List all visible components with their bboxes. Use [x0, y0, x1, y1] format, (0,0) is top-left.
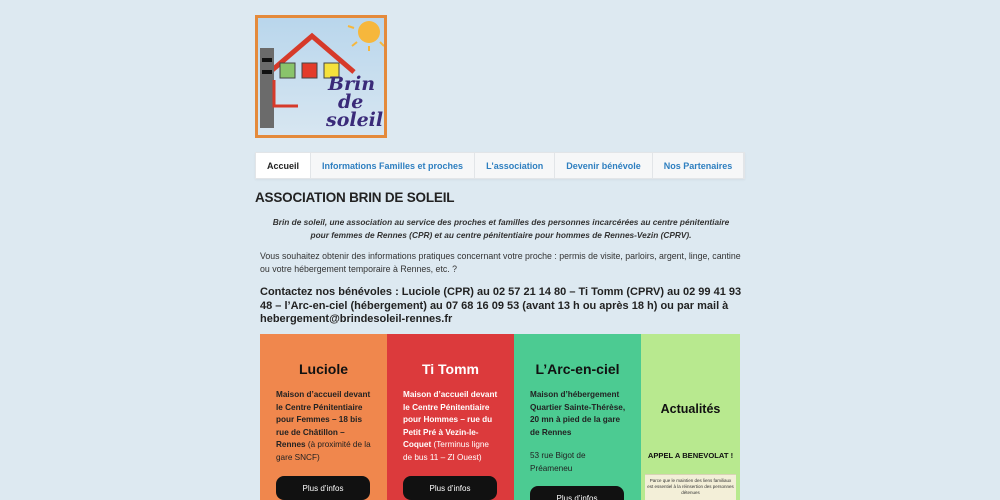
card-titomm-desc-main: Maison d’accueil devant le Centre Pénitentiaire pour Hommes – rue du Petit Pré à Vezin-le-Coquet [403, 390, 498, 450]
main-nav [255, 152, 745, 179]
card-luciole-desc [276, 389, 373, 465]
logo-text-soleil: soleil [326, 109, 384, 131]
page-title: ASSOCIATION BRIN DE SOLEIL [255, 190, 455, 205]
brin-de-soleil-logo[interactable] [255, 15, 387, 138]
card-titomm-title: Ti Tomm [421, 361, 480, 377]
nav-item-devenir-benevole[interactable]: Devenir bénévole [555, 153, 653, 178]
nav-item-accueil[interactable]: Accueil [256, 153, 311, 178]
card-arc-desc: Maison d’hébergement Quartier Sainte-Thérèse, 20 mn à pied de la gare de Rennes [530, 390, 626, 437]
luciole-more-info-button[interactable]: Plus d’infos [276, 476, 370, 500]
card-actualites [641, 334, 740, 500]
question-text: Vous souhaitez obtenir des informations pratiques concernant votre proche : permis de visite, parloirs, argent, linge, cantine ou votre hébergement temporaire à Rennes, etc. ? [260, 251, 741, 274]
actualites-title: Actualités [660, 402, 721, 416]
nav-item-association[interactable]: L'association [475, 153, 555, 178]
nav-item-partenaires[interactable]: Nos Partenaires [653, 153, 745, 178]
card-arc-title: L’Arc-en-ciel [535, 361, 620, 377]
logo-text-de: de [338, 91, 364, 113]
card-titomm-note: (Terminus ligne de bus 11 – ZI Ouest) [403, 440, 489, 462]
card-luciole-desc-main: Maison d’accueil devant le Centre Pénitentiaire pour Femmes – 18 bis rue de Châtillon – Rennes [276, 390, 371, 450]
page-container [255, 0, 745, 500]
nav-item-informations[interactable]: Informations Familles et proches [311, 153, 475, 178]
benevolat-poster[interactable]: Parce que le maintien des liens familiaux est essentiel à la réinsertion des personnes détenues [645, 474, 736, 500]
card-luciole-title: Luciole [298, 361, 348, 377]
titomm-more-info-button[interactable]: Plus d’infos [403, 476, 497, 500]
card-arc-address: 53 rue Bigot de Préameneu [530, 451, 586, 473]
intro-text: Brin de soleil, une association au service des proches et familles des personnes incarcérées au centre pénitentiaire pour femmes de Rennes (CPR) et au centre pénitentiaire pour hommes de Rennes-Vezin (CPRV). [272, 217, 730, 240]
logo-text-brin: Brin [328, 73, 376, 95]
arc-more-info-button[interactable]: Plus d’infos [530, 486, 624, 500]
card-titomm [387, 334, 514, 500]
card-titomm-desc [403, 389, 500, 465]
logo-artwork [258, 18, 384, 135]
card-luciole [260, 334, 387, 500]
cards-row [260, 334, 740, 500]
appel-benevolat-text[interactable]: APPEL A BENEVOLAT ! [647, 451, 734, 460]
card-arc-en-ciel [514, 334, 641, 500]
contact-text: Contactez nos bénévoles : Luciole (CPR) au 02 57 21 14 80 – Ti Tomm (CPRV) au 02 99 41 93 48 – l’Arc-en-ciel (hébergement) au 07 68 16 09 53 (avant 13 h ou après 18 h) ou par mail à hebergement@brindesoleil-rennes.fr [260, 286, 742, 325]
card-luciole-note: (à proximité de la gare SNCF) [276, 440, 371, 462]
